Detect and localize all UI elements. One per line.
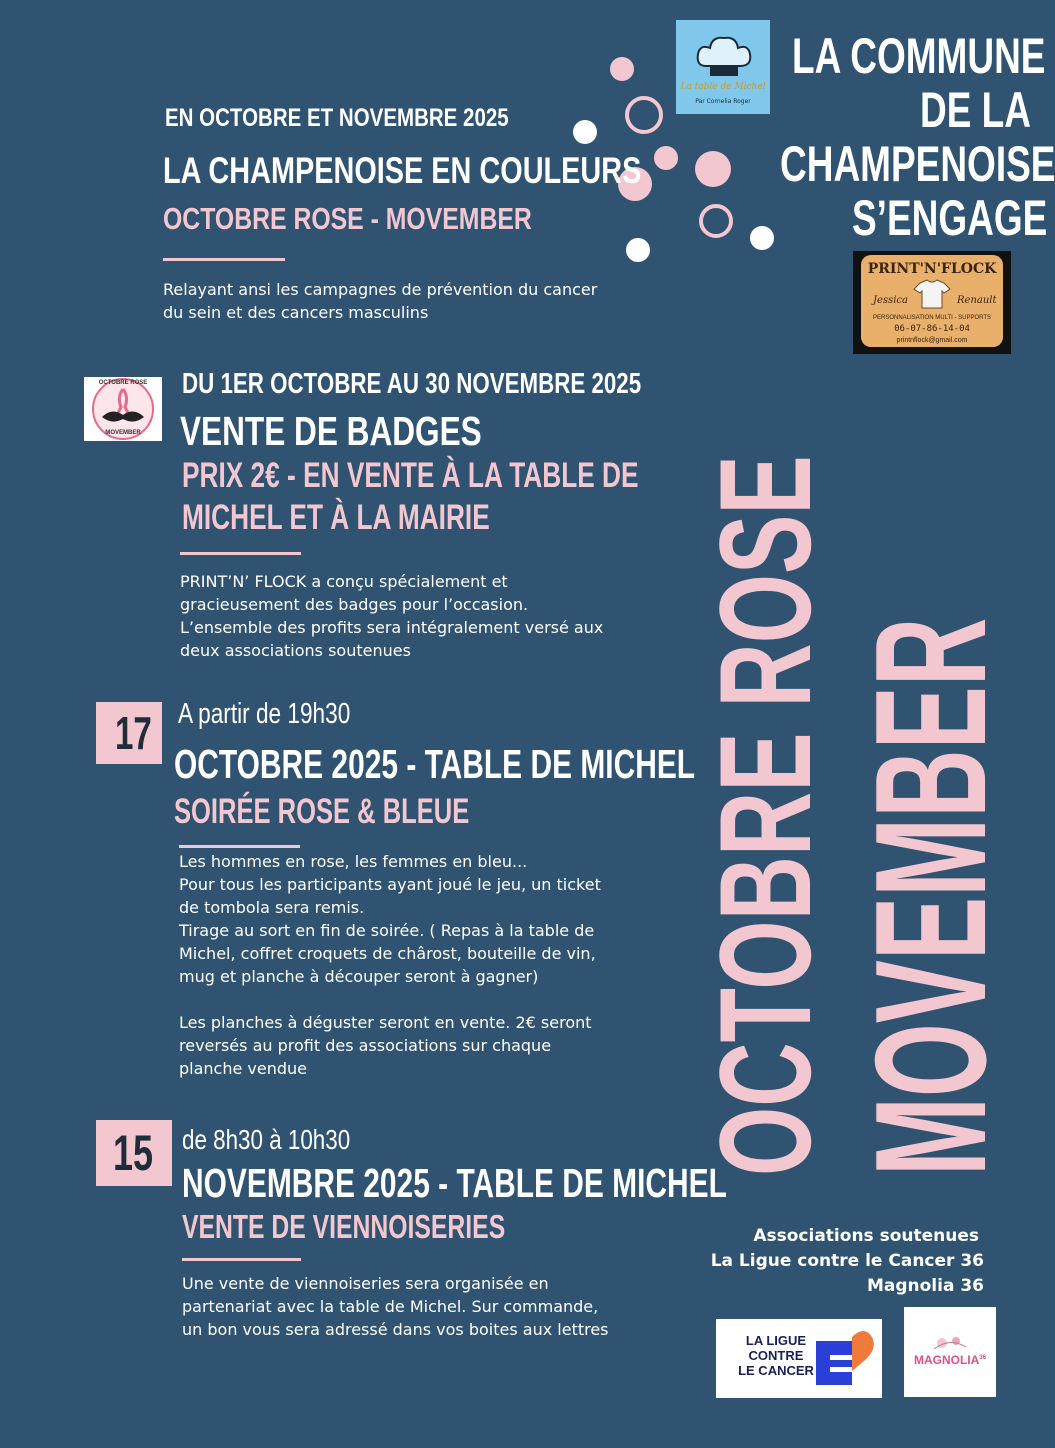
event2-text: Une vente de viennoiseries sera organisée en partenariat avec la table de Michel. Sur commande, un bon vous sera adressé dans vos boites aux lettres bbox=[182, 1274, 609, 1339]
vertical-octobre-rose: OCTOBRE ROSE bbox=[692, 455, 838, 1176]
printnflock-email: printnflock@gmail.com bbox=[896, 337, 968, 344]
ligue-cross-icon bbox=[812, 1327, 876, 1391]
event1-divider bbox=[179, 845, 300, 848]
printnflock-left-name: Jessica bbox=[873, 295, 908, 306]
magnolia-text bbox=[904, 1353, 996, 1367]
dot-pink bbox=[610, 57, 634, 81]
badge-bottom-text: MOVEMBER bbox=[105, 430, 141, 436]
ring-pink bbox=[699, 204, 733, 238]
event1-day: 17 bbox=[115, 707, 152, 759]
event2-subtitle: VENTE DE VIENNOISERIES bbox=[182, 1208, 506, 1245]
event1-subtitle: SOIRÉE ROSE & BLEUE bbox=[174, 792, 470, 831]
vertical-movember: MOVEMBER bbox=[843, 617, 1019, 1176]
dot-white bbox=[573, 120, 597, 144]
badges-divider bbox=[180, 552, 301, 555]
printnflock-tagline: PERSONNALISATION MULTI - SUPPORTS bbox=[872, 315, 992, 321]
header-intro: Relayant ansi les campagnes de prévention du cancer du sein et des cancers masculins bbox=[163, 280, 598, 322]
header-subtitle: OCTOBRE ROSE - MOVEMBER bbox=[163, 201, 532, 236]
dot-pink bbox=[654, 146, 678, 170]
ligue-contre-le-cancer-logo bbox=[716, 1319, 882, 1398]
event2-title: NOVEMBRE 2025 - TABLE DE MICHEL bbox=[182, 1160, 727, 1206]
printnflock-phone: 06-07-86-14-04 bbox=[894, 324, 970, 334]
event2-divider bbox=[182, 1258, 301, 1261]
event2-day: 15 bbox=[113, 1125, 154, 1181]
table-michel-logo bbox=[676, 20, 770, 114]
octobre-rose-movember-badge bbox=[84, 377, 162, 441]
header-divider bbox=[163, 258, 285, 261]
flower-icon bbox=[930, 1333, 970, 1353]
table-michel-name: La table de Michel bbox=[680, 82, 766, 92]
badges-title: VENTE DE BADGES bbox=[180, 408, 482, 454]
printnflock-name: PRINT'N'FLOCK bbox=[867, 261, 997, 277]
chef-hat-icon bbox=[676, 26, 770, 86]
printnflock-logo bbox=[853, 251, 1011, 354]
associations-line-2: Magnolia 36 bbox=[866, 1276, 984, 1296]
associations-line-1: La Ligue contre le Cancer 36 bbox=[710, 1251, 984, 1271]
commune-line-4: S’ENGAGE bbox=[852, 190, 1048, 246]
magnolia-sup: 36 bbox=[979, 1355, 986, 1361]
event1-text: Les hommes en rose, les femmes en bleu... Pour tous les participants ayant joué le jeu, un ticket de tombola sera remis. Tirage au sort en fin de soirée. ( Repas à la table de Michel, coffret croquets de chârost, bouteille de vin, mug et planche à découper seront à gagner) Les planches à déguster seront en vente. 2€ seront reversés au profit des associations sur chaque planche vendue bbox=[179, 852, 601, 1078]
event1-time: A partir de 19h30 bbox=[178, 698, 351, 730]
associations-heading: Associations soutenues bbox=[753, 1226, 979, 1246]
dot-white bbox=[750, 226, 774, 250]
badges-price-line-1: PRIX 2€ - EN VENTE À LA TABLE DE bbox=[182, 456, 639, 495]
table-michel-sub: Par Cornelia Roger bbox=[695, 98, 751, 105]
header-title: LA CHAMPENOISE EN COULEURS bbox=[163, 150, 642, 191]
commune-line-3: CHAMPENOISE bbox=[780, 136, 1055, 192]
printnflock-right-name: Renault bbox=[957, 295, 997, 306]
badges-price-line-2: MICHEL ET À LA MAIRIE bbox=[182, 498, 490, 537]
associations-block bbox=[700, 1224, 984, 1299]
badges-text: PRINT’N’ FLOCK a conçu spécialement et gracieusement des badges pour l’occasion. L’ensemble des profits sera intégralement versé aux deux associations soutenues bbox=[180, 572, 604, 660]
event2-day-box bbox=[96, 1120, 172, 1186]
ring-pink bbox=[625, 96, 663, 134]
dot-white bbox=[626, 238, 650, 262]
ligue-text: LA LIGUE CONTRE LE CANCER bbox=[738, 1333, 814, 1378]
dot-pink bbox=[695, 151, 731, 187]
commune-line-1: LA COMMUNE bbox=[792, 28, 1046, 84]
header-period: EN OCTOBRE ET NOVEMBRE 2025 bbox=[165, 104, 509, 132]
event1-title: OCTOBRE 2025 - TABLE DE MICHEL bbox=[174, 741, 696, 787]
badges-dates: DU 1ER OCTOBRE AU 30 NOVEMBRE 2025 bbox=[182, 368, 642, 400]
commune-line-2: DE LA bbox=[920, 82, 1031, 138]
magnolia-name: MAGNOLIA bbox=[913, 1353, 980, 1367]
event1-day-box bbox=[96, 702, 162, 764]
magnolia-logo bbox=[904, 1307, 996, 1397]
badge-top-text: OCTOBRE ROSE bbox=[98, 380, 148, 386]
event2-time: de 8h30 à 10h30 bbox=[182, 1124, 351, 1155]
tshirt-icon bbox=[912, 279, 952, 309]
